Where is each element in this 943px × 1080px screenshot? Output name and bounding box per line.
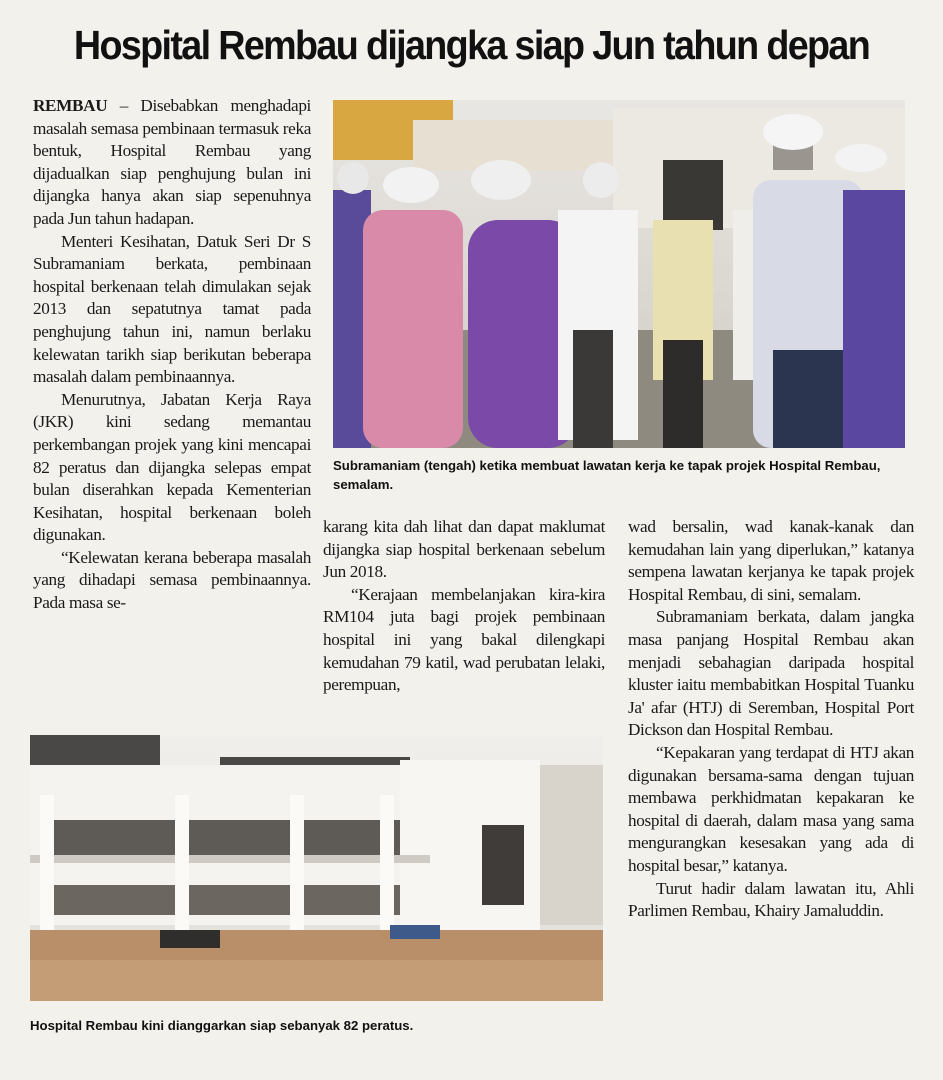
paragraph: “Kepakaran yang terdapat di HTJ akan digunakan bersama-sama dengan tujuan membawa perkhidmatan kepakaran ke hospital di daerah, dalam masa yang sama mengurangkan kesesakan yang ada di hospital besar,” katanya. xyxy=(628,742,914,875)
photo-caption: Subramaniam (tengah) ketika membuat lawatan kerja ke tapak projek Hospital Rembau, semalam. xyxy=(333,458,881,492)
paragraph: “Kelewatan kerana beberapa masalah yang dihadapi semasa pembinaannya. Pada masa se- xyxy=(33,547,311,613)
paragraph xyxy=(33,95,311,231)
paragraph: wad bersalin, wad kanak-kanak dan kemudahan lain yang diperlukan,” katanya sempena lawatan kerjanya ke tapak projek Hospital Rembau, di sini, semalam. xyxy=(628,517,914,604)
dateline: REMBAU xyxy=(33,96,108,115)
headline: Hospital Rembau dijangka siap Jun tahun depan xyxy=(73,22,870,68)
article-column-3 xyxy=(628,516,914,923)
hospital-building-illustration xyxy=(30,735,603,1001)
paragraph: karang kita dah lihat dan dapat maklumat dijangka siap hospital berkenaan sebelum Jun 2018. xyxy=(323,517,605,582)
paragraph: Menurutnya, Jabatan Kerja Raya (JKR) kini sedang memantau perkembangan projek yang kini mencapai 82 peratus dan dijangka selepas empat bulan diserahkan kepada Kementerian Kesihatan, hospital berkenaan boleh digunakan. xyxy=(33,389,311,545)
paragraph: “Kerajaan membelanjakan kira-kira RM104 juta bagi projek pembinaan hospital ini yang bakal dilengkapi kemudahan 79 katil, wad perubatan lelaki, perempuan, xyxy=(323,584,605,695)
article-column-1 xyxy=(33,95,311,615)
paragraph: Subramaniam berkata, dalam jangka masa panjang Hospital Rembau akan menjadi sebahagian daripada hospital kluster iaitu membabitkan Hospital Tuanku Ja' afar (HTJ) di Seremban, Hospital Port Dickson dan Hospital Rembau. xyxy=(628,607,914,740)
hospital-building-photo xyxy=(30,735,603,1001)
article-column-2 xyxy=(323,516,605,697)
site-visit-illustration xyxy=(333,100,905,448)
paragraph: Menteri Kesihatan, Datuk Seri Dr S Subramaniam berkata, pembinaan hospital berkenaan telah dimulakan sejak 2013 dan sepatutnya tamat pada penghujung tahun ini, namun berlaku kelewatan tarikh siap berikutan beberapa masalah dalam pembinaannya. xyxy=(33,231,311,387)
paragraph-text: – Disebabkan menghadapi masalah semasa pembinaan termasuk reka bentuk, Hospital Rembau yang dijadualkan siap penghujung bulan ini dijangka hanya akan siap sepenuhnya pada Jun tahun hadapan. xyxy=(33,96,311,228)
site-visit-photo xyxy=(333,100,905,448)
paragraph: Turut hadir dalam lawatan itu, Ahli Parlimen Rembau, Khairy Jamaluddin. xyxy=(628,878,914,921)
photo-caption: Hospital Rembau kini dianggarkan siap sebanyak 82 peratus. xyxy=(30,1018,414,1033)
